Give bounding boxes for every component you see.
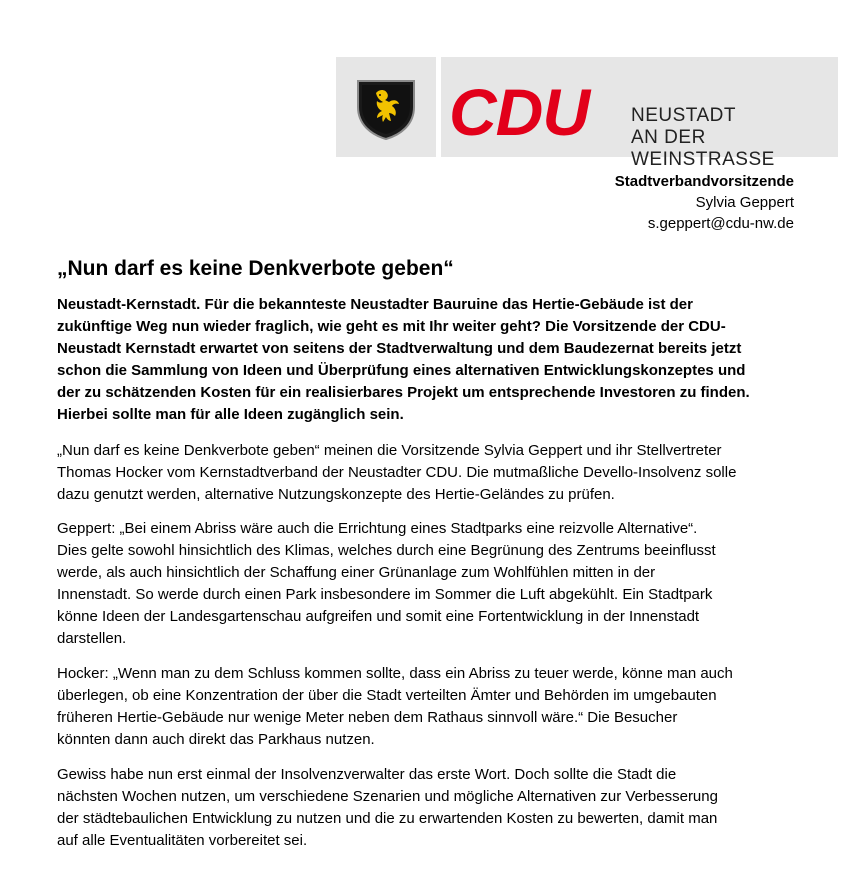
paragraph-line: Hocker: „Wenn man zu dem Schluss kommen sollte, dass ein Abriss zu teuer werde, könne man auch <box>57 665 733 682</box>
lead-line: der zu schätzenden Kosten für ein realisierbares Projekt um entsprechende Investoren zu finden. <box>57 384 750 401</box>
body-paragraph <box>57 663 757 751</box>
article-headline: „Nun darf es keine Denkverbote geben“ <box>57 257 454 280</box>
cdu-logo-text <box>449 75 589 149</box>
contact-name: Sylvia Geppert <box>695 194 794 211</box>
paragraph-line: Thomas Hocker vom Kernstadtverband der Neustadter CDU. Die mutmaßliche Devello-Insolvenz solle <box>57 464 737 481</box>
lead-line: Neustadt-Kernstadt. Für die bekannteste Neustadter Bauruine das Hertie-Gebäude ist der <box>57 296 693 313</box>
paragraph-line: Gewiss habe nun erst einmal der Insolvenzverwalter das erste Wort. Doch sollte die Stadt die <box>57 766 677 783</box>
paragraph-line: „Nun darf es keine Denkverbote geben“ meinen die Vorsitzende Sylvia Geppert und ihr Stellvertreter <box>57 442 722 459</box>
paragraph-line: Innenstadt. So werde durch einen Park insbesondere im Sommer die Luft abgekühlt. Ein Stadtpark <box>57 586 713 603</box>
paragraph-line: darstellen. <box>57 630 127 647</box>
body-paragraph <box>57 764 757 852</box>
place-line-2: AN DER WEINSTRASSE <box>631 127 775 170</box>
contact-email: s.geppert@cdu-nw.de <box>647 215 794 232</box>
lead-line: schon die Sammlung von Ideen und Überprüfung eines alternativen Entwicklungskonzeptes und <box>57 362 746 379</box>
place-name <box>631 105 838 171</box>
brand-text: CDU <box>449 75 589 149</box>
contact-role: Stadtverbandvorsitzende <box>614 173 794 190</box>
paragraph-line: könnten dann auch direkt das Parkhaus nutzen. <box>57 731 375 748</box>
paragraph-line: könne Ideen der Landesgartenschau aufgreifen und somit eine Fortentwicklung in der Innenstadt <box>57 608 700 625</box>
paragraph-line: werde, als auch hinsichtlich der Schaffung einer Grünanlage zum Wohlfühlen mitten in der <box>57 564 656 581</box>
paragraph-line: überlegen, ob eine Konzentration der über die Stadt verteilten Ämter und Behörden im umgebauten <box>57 687 717 704</box>
paragraph-line: der städtebaulichen Entwicklung zu nutzen und die zu erwartenden Kosten zu bewerten, damit man <box>57 810 718 827</box>
place-line-1: NEUSTADT <box>631 105 736 126</box>
lead-line: Neustadt Kernstadt erwartet von seitens der Stadtverwaltung und dem Baudezernat bereits jetzt <box>57 340 742 357</box>
lion-crest-icon <box>354 77 418 141</box>
cdu-logo-panel <box>441 57 838 170</box>
lead-line: Hierbei sollte man für alle Ideen zugänglich sein. <box>57 406 404 423</box>
paragraph-line: auf alle Eventualitäten vorbereitet sei. <box>57 832 308 849</box>
paragraph-line: Geppert: „Bei einem Abriss wäre auch die Errichtung eines Stadtparks eine reizvolle Alternative“. <box>57 520 698 537</box>
contact-block <box>615 171 794 234</box>
body-paragraph <box>57 440 757 506</box>
body-paragraph <box>57 518 757 650</box>
paragraph-line: früheren Hertie-Gebäude nur wenige Meter neben dem Rathaus sinnvoll wäre.“ Die Besucher <box>57 709 678 726</box>
crest-panel <box>336 57 436 157</box>
paragraph-line: nächsten Wochen nutzen, um verschiedene Szenarien und mögliche Alternativen zur Verbesserung <box>57 788 718 805</box>
paragraph-line: dazu genutzt werden, alternative Nutzungskonzepte des Hertie-Geländes zu prüfen. <box>57 486 615 503</box>
lead-paragraph <box>57 294 757 426</box>
lead-line: zukünftige Weg nun wieder fraglich, wie geht es mit Ihr weiter geht? Die Vorsitzende der CDU- <box>57 318 726 335</box>
paragraph-line: Dies gelte sowohl hinsichtlich des Klimas, welches durch eine Begrünung des Zentrums beeinflusst <box>57 542 716 559</box>
